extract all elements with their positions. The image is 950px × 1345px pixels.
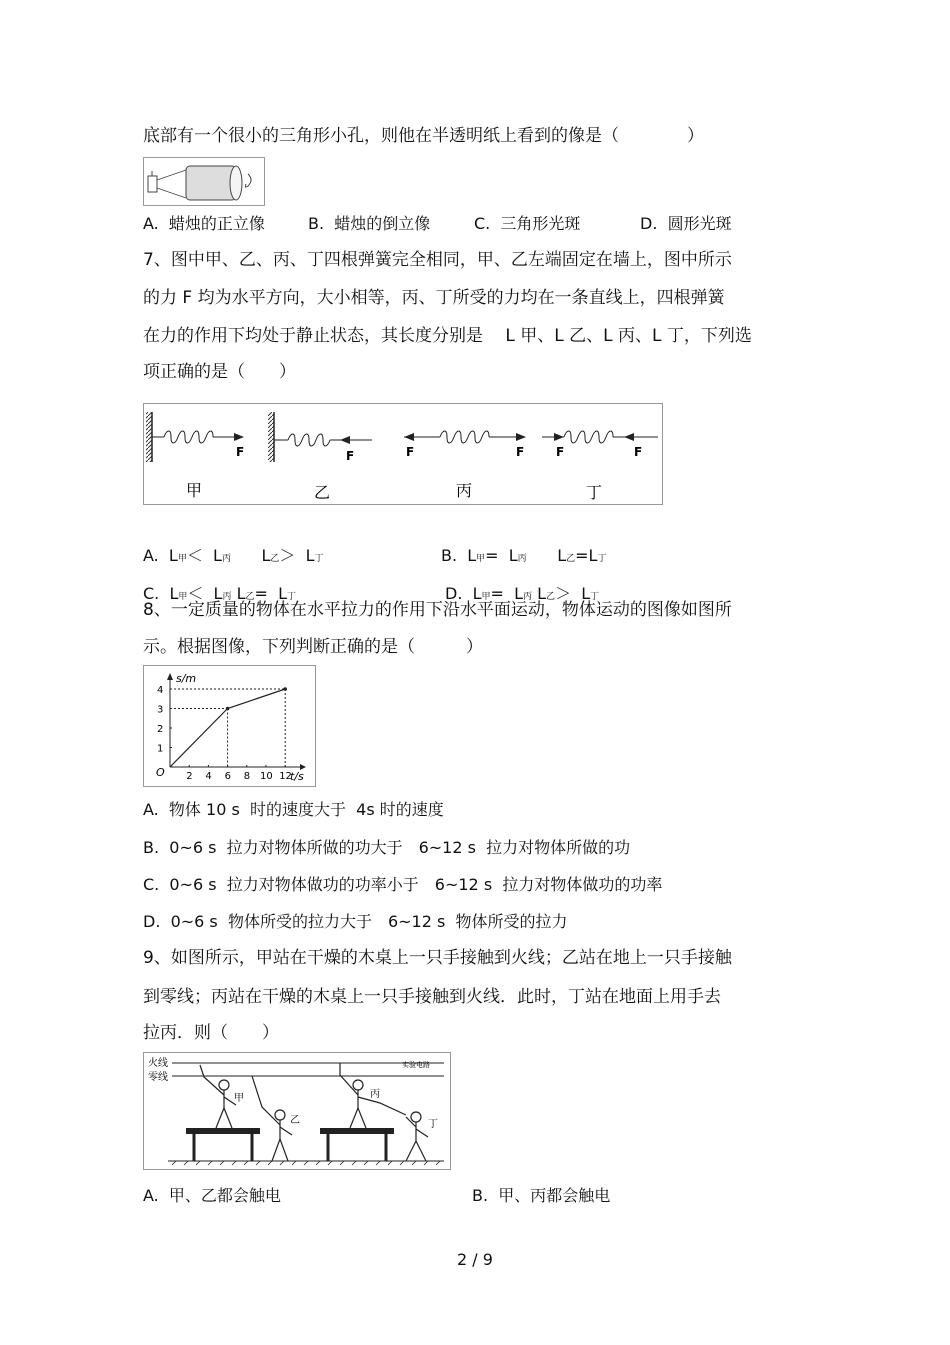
label-ding: 丁 [586,483,603,502]
y-tick-label: 3 [157,704,164,716]
origin-label: O [156,766,165,779]
q6-stem: 底部有一个很小的三角形小孔，则他在半透明纸上看到的像是（ ） [143,126,704,146]
q9-option-a: A. 甲、乙都会触电 [143,1186,281,1205]
label-yi: 乙 [314,483,331,502]
q6-option-c: C. 三角形光斑 [474,214,581,233]
person-jia-label: 甲 [234,1093,244,1104]
electric-shock-figure [143,1052,451,1170]
q8-option-c: C. 0~6 s 拉力对物体做功的功率小于 6~12 s 拉力对物体做功的功率 [143,875,663,894]
q8-line-2: 示。根据图像，下列判断正确的是（ ） [143,637,483,657]
q6-option-a: A. 蜡烛的正立像 [143,214,265,233]
force-label-bing-left: F [406,445,415,459]
y-tick-label: 1 [157,743,164,755]
x-tick-label: 8 [243,771,251,782]
q7-option-c: C. L甲＜ L丙 L乙= L丁 [143,584,297,603]
data-point [226,707,230,711]
q7-line-4: 项正确的是（ ） [143,362,296,382]
q7-option-b: B. L甲= L丙 L乙=L丁 [441,546,607,565]
x-tick-label: 6 [224,771,231,782]
q8-option-d: D. 0~6 s 物体所受的拉力大于 6~12 s 物体所受的拉力 [143,912,568,931]
label-jia: 甲 [186,481,203,500]
q9-option-b: B. 甲、丙都会触电 [472,1186,611,1205]
y-axis-label: s/m [176,672,197,685]
q9-line-3: 拉丙．则（ ） [143,1023,279,1043]
q7-option-d: D. L甲= L丙 L乙＞ L丁 [445,584,600,603]
q6-option-b: B. 蜡烛的倒立像 [308,214,431,233]
x-tick-label: 12 [279,771,292,782]
data-point [283,687,287,691]
x-tick-label: 4 [205,771,212,782]
force-label-jia: F [236,445,245,459]
page-number: 2 / 9 [457,1250,493,1269]
person-bing-label: 丙 [370,1089,380,1100]
q8-line-1: 8、一定质量的物体在水平拉力的作用下沿水平面运动，物体运动的图像如图所 [143,600,732,620]
person-ding-label: 丁 [428,1119,438,1130]
q8-option-a: A. 物体 10 s 时的速度大于 4s 时的速度 [143,800,444,819]
y-tick-label: 2 [157,724,164,735]
series-line [170,689,285,767]
pinhole-camera-figure [143,157,265,206]
y-axis-arrow [167,673,173,680]
q9-line-1: 9、如图所示，甲站在干燥的木桌上一只手接触到火线；乙站在地上一只手接触 [143,948,732,968]
neutral-wire-label: 零线 [148,1072,168,1083]
force-label-yi: F [346,449,355,463]
q7-option-a: A. L甲＜ L丙 L乙＞ L丁 [143,546,324,565]
force-label-ding-right: F [634,445,643,459]
q7-line-3: 在力的作用下均处于静止状态，其长度分别是 L 甲、L 乙、L 丙、L 丁，下列选 [143,326,752,346]
live-wire-label: 火线 [148,1058,168,1069]
q9-line-2: 到零线；丙站在干燥的木桌上一只手接触到火线．此时，丁站在地面上用手去 [143,987,721,1007]
force-label-ding-left: F [556,445,565,459]
q7-line-1: 7、图中甲、乙、丙、丁四根弹簧完全相同，甲、乙左端固定在墙上，图中所示 [143,250,732,270]
q7-line-2: 的力 F 均为水平方向，大小相等，丙、丁所受的力均在一条直线上，四根弹簧 [143,288,725,308]
label-bing: 丙 [456,481,473,500]
force-label-bing-right: F [516,445,525,459]
circuit-tag: 实验电路 [402,1061,430,1069]
x-axis-label: t/s [290,770,304,783]
x-tick-label: 2 [186,771,193,782]
x-tick-label: 10 [260,771,273,782]
person-yi-label: 乙 [290,1115,300,1126]
q8-option-b: B. 0~6 s 拉力对物体所做的功大于 6~12 s 拉力对物体所做的功 [143,838,631,857]
y-tick-label: 4 [157,685,164,696]
q6-option-d: D. 圆形光斑 [640,214,732,233]
springs-figure [143,403,663,505]
s-t-chart [143,665,316,787]
